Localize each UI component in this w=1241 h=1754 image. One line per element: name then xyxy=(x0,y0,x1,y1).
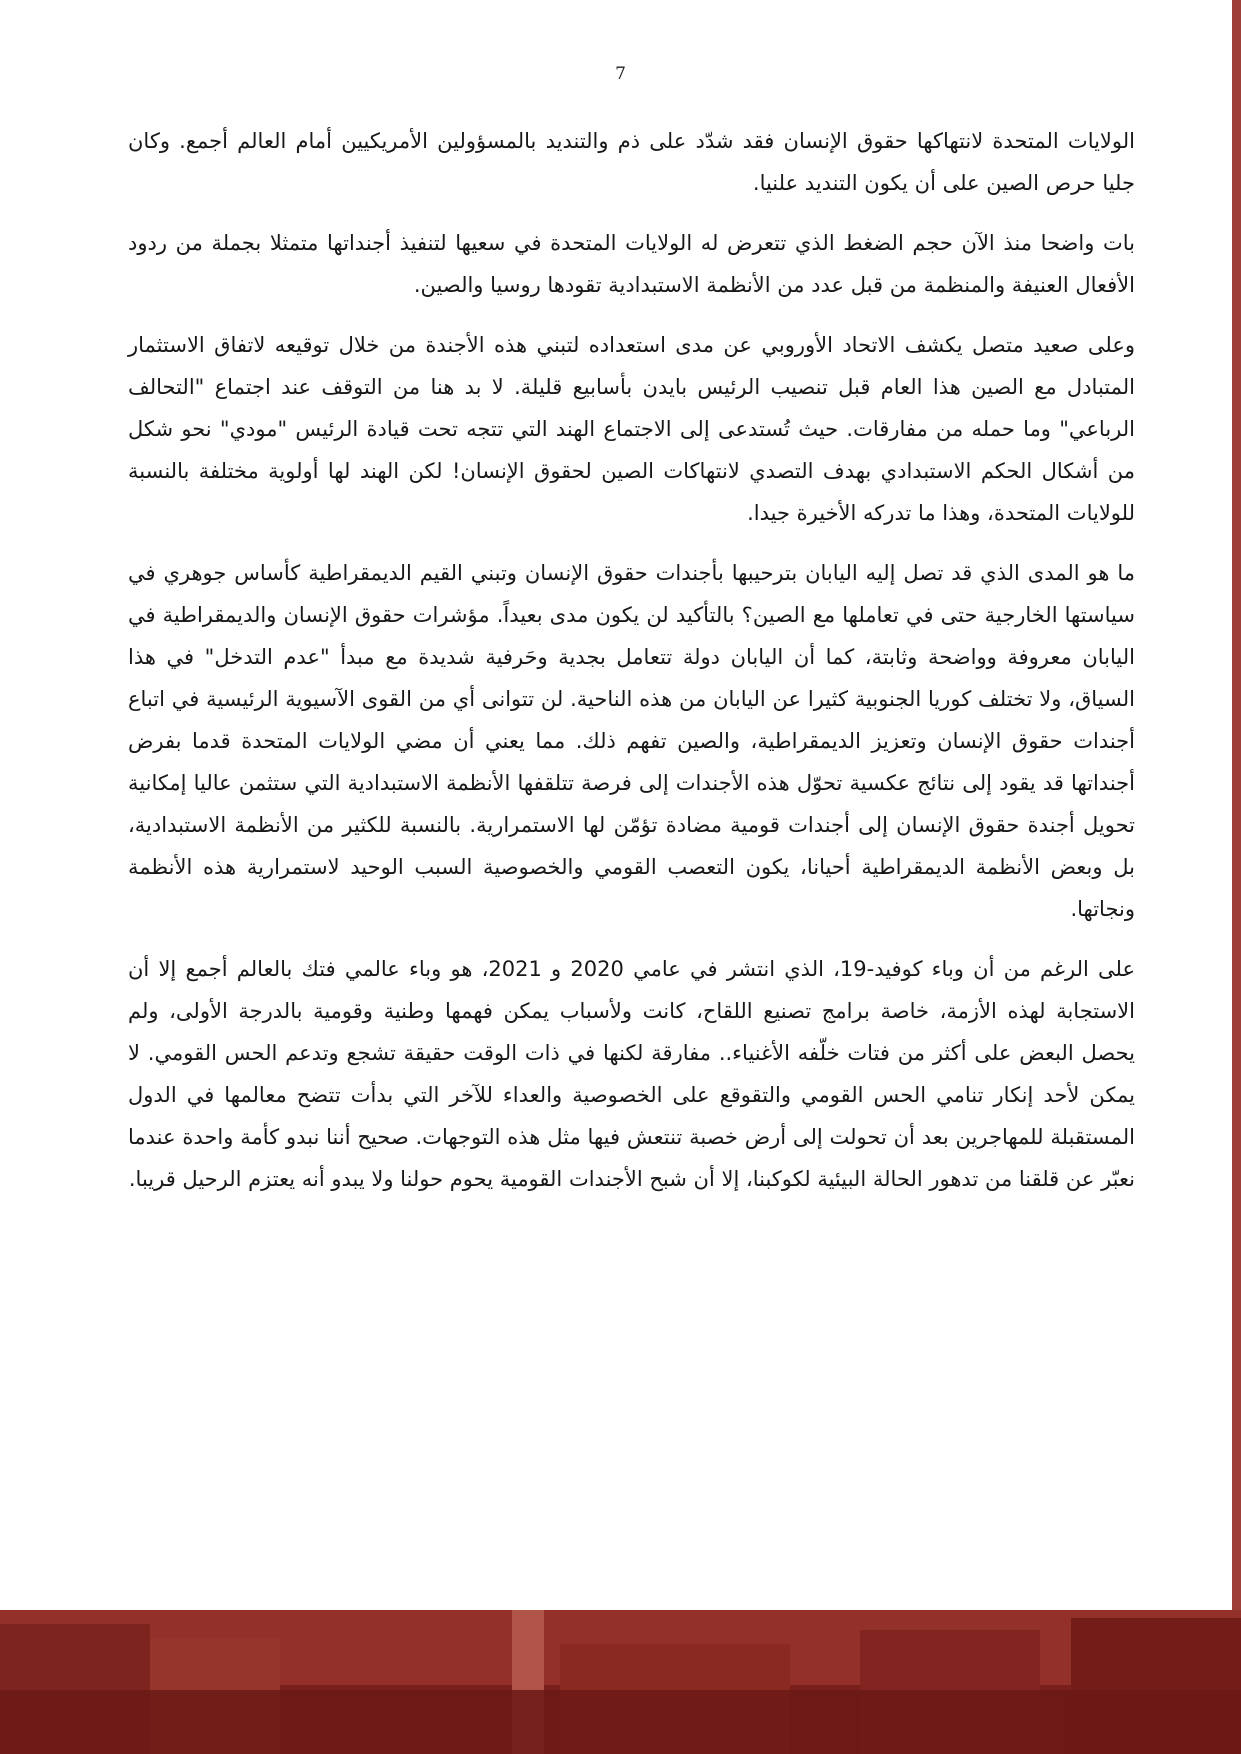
document-body xyxy=(128,120,1135,1218)
paragraph: بات واضحا منذ الآن حجم الضغط الذي تتعرض له الولايات المتحدة في سعيها لتنفيذ أجنداتها متمثلا بجملة من ردود الأفعال العنيفة والمنظمة من قبل عدد من الأنظمة الاستبدادية تقودها روسيا والصين. xyxy=(128,231,1135,297)
paragraph: وعلى صعيد متصل يكشف الاتحاد الأوروبي عن مدى استعداده لتبني هذه الأجندة من خلال توقيعه لاتفاق الاستثمار المتبادل مع الصين هذا العام قبل تنصيب الرئيس بايدن بأسابيع قليلة. لا بد هنا من التوقف عند اجتماع "التحالف الرباعي" وما حمله من مفارقات. حيث تُستدعى إلى الاجتماع الهند التي تتجه تحت قيادة الرئيس "مودي" نحو شكل من أشكال الحكم الاستبدادي بهدف التصدي لانتهاكات الصين لحقوق الإنسان! لكن الهند لها أولوية مختلفة بالنسبة للولايات المتحدة، وهذا ما تدركه الأخيرة جيدا. xyxy=(128,333,1135,525)
footer-foreground-strip xyxy=(0,1690,1241,1754)
page-number: 7 xyxy=(615,64,626,84)
paragraph: ما هو المدى الذي قد تصل إليه اليابان بترحيبها بأجندات حقوق الإنسان وتبني القيم الديمقراطية كأساس جوهري في سياستها الخارجية حتى في تعاملها مع الصين؟ بالتأكيد لن يكون مدى بعيداً. مؤشرات حقوق الإنسان والديمقراطية في اليابان معروفة وواضحة وثابتة، كما أن اليابان دولة تتعامل بجدية وحَرفية شديدة مع مبدأ "عدم التدخل" في هذا السياق، ولا تختلف كوريا الجنوبية كثيرا عن اليابان من هذه الناحية. لن تتوانى أي من القوى الآسيوية الرئيسية في اتباع أجندات حقوق الإنسان وتعزيز الديمقراطية، والصين تفهم ذلك. مما يعني أن مضي الولايات المتحدة قدما بفرض أجنداتها قد يقود إلى نتائج عكسية تحوّل هذه الأجندات إلى فرصة تتلقفها الأنظمة الاستبدادية التي ستثمن عاليا إمكانية تحويل أجندة حقوق الإنسان إلى أجندات قومية مضادة تؤمّن لها الاستمرارية. بالنسبة للكثير من الأنظمة الاستبدادية، بل وبعض الأنظمة الديمقراطية أحيانا، يكون التعصب القومي والخصوصية السبب الوحيد لاستمرارية هذه الأنظمة ونجاتها. xyxy=(128,561,1135,921)
paragraph: الولايات المتحدة لانتهاكها حقوق الإنسان فقد شدّد على ذم والتنديد بالمسؤولين الأمريكيين أمام العالم أجمع. وكان جليا حرص الصين على أن يكون التنديد علنيا. xyxy=(128,129,1135,195)
footer-skyline-image xyxy=(0,1610,1241,1754)
paragraph: على الرغم من أن وباء كوفيد-19، الذي انتشر في عامي 2020 و 2021، هو وباء عالمي فتك بالعالم أجمع إلا أن الاستجابة لهذه الأزمة، خاصة برامج تصنيع اللقاح، كانت ولأسباب يمكن فهمها وطنية وقومية بالدرجة الأولى، ولم يحصل البعض على أكثر من فتات خلّفه الأغنياء.. مفارقة لكنها في ذات الوقت حقيقة تشجع وتدعم الحس القومي. لا يمكن لأحد إنكار تنامي الحس القومي والتقوقع على الخصوصية والعداء للآخر التي بدأت تتضح معالمها في الدول المستقبلة للمهاجرين بعد أن تحولت إلى أرض خصبة تنتعش فيها مثل هذه التوجهات. صحيح أننا نبدو كأمة واحدة عندما نعبّر عن قلقنا من تدهور الحالة البيئية لكوكبنا، إلا أن شبح الأجندات القومية يحوم حولنا ولا يبدو أنه يعتزم الرحيل قريبا. xyxy=(128,957,1136,1191)
right-accent-bar xyxy=(1232,0,1241,1620)
